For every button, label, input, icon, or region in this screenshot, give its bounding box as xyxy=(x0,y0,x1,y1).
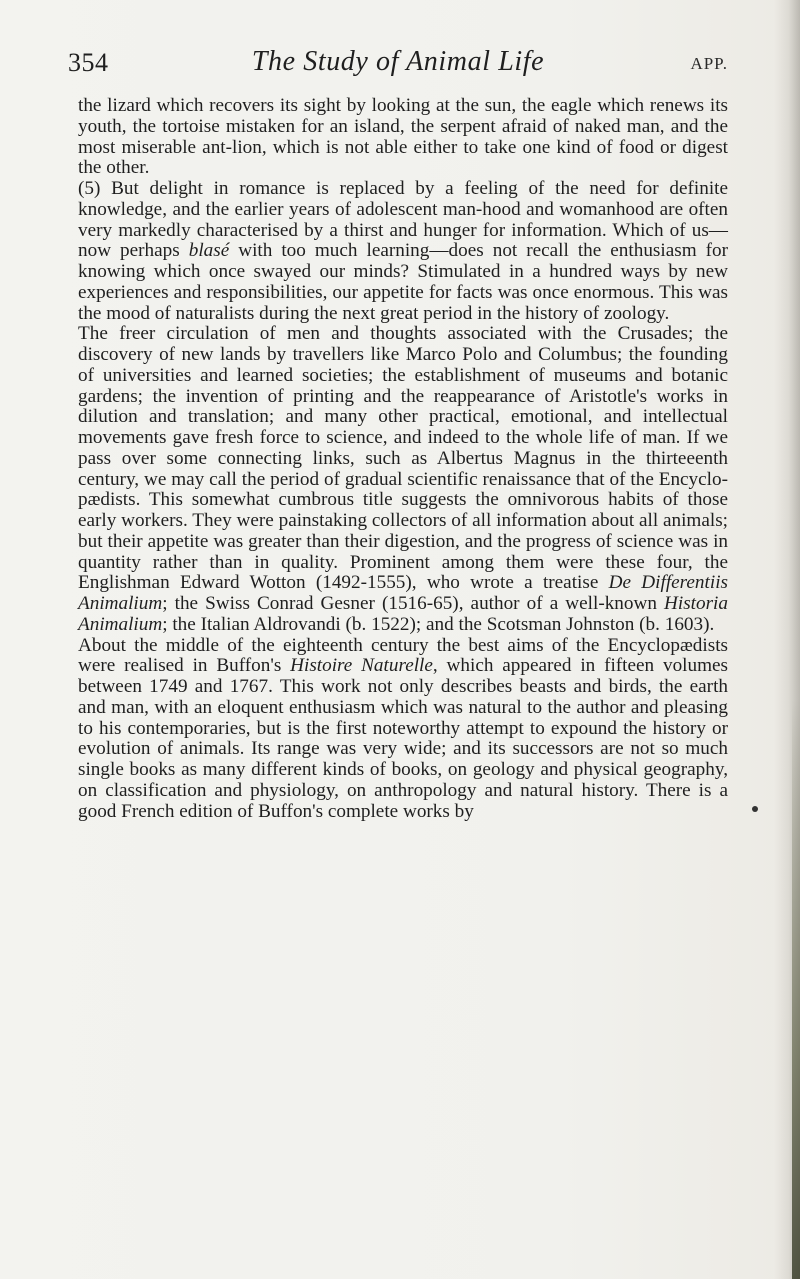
paragraph-2 xyxy=(78,179,728,324)
paragraph-4 xyxy=(78,636,728,823)
paragraph-4-text-b: , which appeared in fifteen volumes between 1749 and 1767. This work not only describes beasts and birds, the earth and man, with an eloquent enthusiasm which was natural to the author and pleasing to his contemporaries, but is the first noteworthy attempt to expound the history or evolution of animals. Its range was very wide; and its successors are not so much single books as many different kinds of books, on geology and physical geography, on classification and physiology, on anthropology and natural history. There is a good French edition of Buffon's complete works by xyxy=(78,655,728,822)
italic-blase: blasé xyxy=(188,240,230,262)
page-edge-binding xyxy=(792,700,800,1279)
italic-de-differentiis: De Differentiis Animalium xyxy=(78,572,728,614)
italic-histoire-naturelle: Histoire Naturelle xyxy=(290,655,433,677)
paragraph-1-text: the lizard which recovers its sight by looking at the sun, the eagle which renews its youth, the tortoise mistaken for an island, the serpent afraid of naked man, and the most miserable ant-lion, which is not able either to take one kind of food or digest the other. xyxy=(78,95,728,179)
paragraph-3-text-c: ; the Italian Aldrovandi (b. 1522); and the Scotsman Johnston (b. 1603). xyxy=(162,613,715,635)
paragraph-4-text-a: About the middle of the eighteenth century the best aims of the Encyclopædists were realised in Buffon's xyxy=(78,634,728,677)
italic-historia-animalium: Historia Animalium xyxy=(78,593,728,635)
running-title: The Study of Animal Life xyxy=(251,46,545,77)
paragraph-3 xyxy=(78,324,728,635)
paragraph-1 xyxy=(78,96,728,179)
header-appendix-label: APP. xyxy=(690,54,728,73)
paragraph-2-text-b: with too much learning—does not recall the enthusiasm for knowing which once swayed our minds? Stimulated in a hundred ways by new experiences and responsibilities, our appetite for facts was once enormous. This was the mood of naturalists during the next great period in the history of zoology. xyxy=(78,240,728,324)
paragraph-3-text-b: ; the Swiss Conrad Gesner (1516-65), author of a well-known xyxy=(162,593,665,614)
margin-mark xyxy=(752,806,758,812)
paragraph-3-text-a: The freer circulation of men and thoughts associated with the Crusades; the discovery of new lands by travellers like Marco Polo and Columbus; the founding of universities and learned societies; the establishment of museums and botanic gardens; the invention of printing and the reappearance of Aristotle's works in dilution and translation; and many other practical, emotional, and intellectual movements gave fresh force to science, and indeed to the whole life of man. If we pass over some connecting links, such as Albertus Magnus in the thirteeenth century, we may call the period of gradual scientific renaissance that of the Encyclo-pædists. This somewhat cumbrous title suggests the omnivorous habits of those early workers. They were painstaking collectors of all information about all animals; but their appetite was greater than their digestion, and the progress of science was in quantity rather than in quality. Prominent among them were these four, the Englishman Edward Wotton (1492-1555), who wrote a treatise xyxy=(78,323,728,594)
page-number: 354 xyxy=(68,48,109,77)
body-text xyxy=(78,96,728,822)
paragraph-2-text-a: (5) But delight in romance is replaced by a feeling of the need for definite knowledge, and the earlier years of adolescent man-hood and womanhood are often very markedly characterised by a thirst and hunger for information. Which of us—now perhaps xyxy=(78,178,728,262)
page-header xyxy=(68,40,728,90)
